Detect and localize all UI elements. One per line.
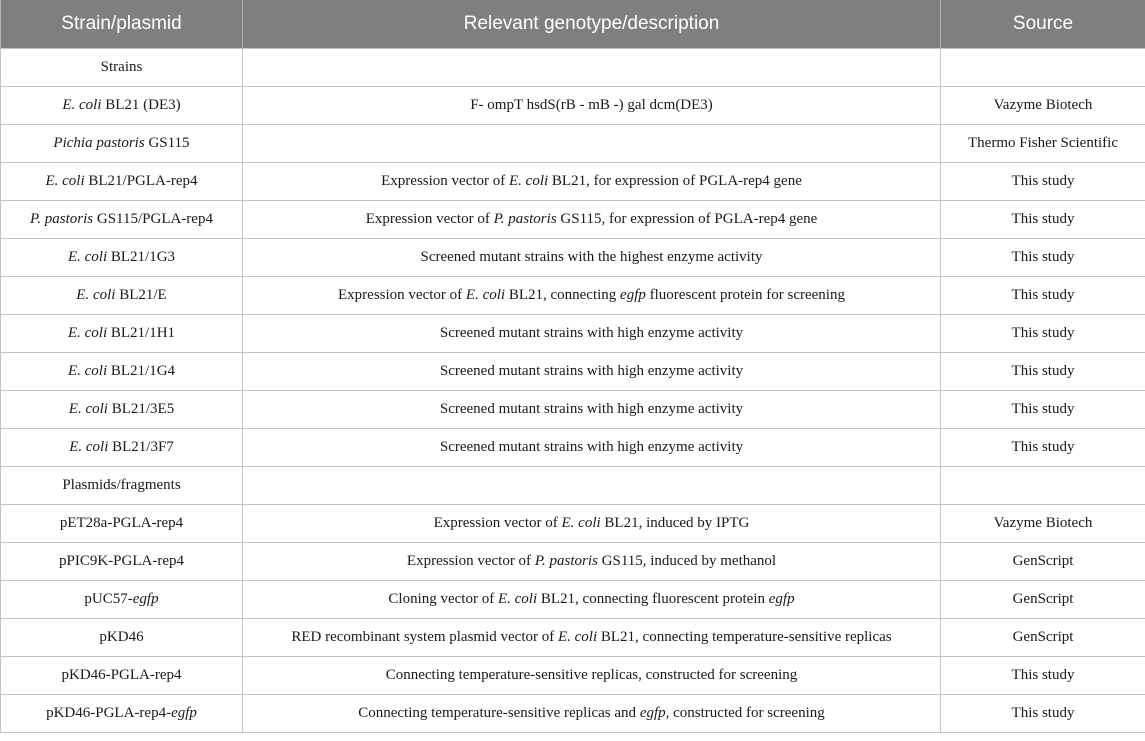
table-row [1, 391, 1145, 429]
header-strain-plasmid: Strain/plasmid [1, 0, 243, 49]
description-cell: Expression vector of E. coli BL21, for expression of PGLA-rep4 gene [243, 163, 941, 201]
strain-cell: Pichia pastoris GS115 [1, 125, 243, 163]
source-cell [941, 467, 1145, 505]
source-cell: GenScript [941, 581, 1145, 619]
description-cell: Expression vector of E. coli BL21, connecting egfp fluorescent protein for screening [243, 277, 941, 315]
description-cell: Connecting temperature-sensitive replicas and egfp, constructed for screening [243, 695, 941, 733]
source-cell: Vazyme Biotech [941, 505, 1145, 543]
table-row [1, 467, 1145, 505]
description-cell: Expression vector of E. coli BL21, induced by IPTG [243, 505, 941, 543]
source-cell: GenScript [941, 543, 1145, 581]
strain-cell: E. coli BL21/1H1 [1, 315, 243, 353]
table-row [1, 619, 1145, 657]
source-cell: This study [941, 315, 1145, 353]
table-row [1, 581, 1145, 619]
strain-cell: E. coli BL21/1G4 [1, 353, 243, 391]
header-row [1, 0, 1145, 49]
header-description: Relevant genotype/description [243, 0, 941, 49]
description-cell: Cloning vector of E. coli BL21, connecting fluorescent protein egfp [243, 581, 941, 619]
strain-cell: E. coli BL21/E [1, 277, 243, 315]
strain-cell: pKD46 [1, 619, 243, 657]
strain-cell: pKD46-PGLA-rep4-egfp [1, 695, 243, 733]
description-cell: Connecting temperature-sensitive replicas, constructed for screening [243, 657, 941, 695]
table-row [1, 695, 1145, 733]
strain-cell: pKD46-PGLA-rep4 [1, 657, 243, 695]
table-row [1, 125, 1145, 163]
table-row [1, 163, 1145, 201]
strain-cell: Strains [1, 49, 243, 87]
table-body [1, 49, 1145, 733]
strain-cell: P. pastoris GS115/PGLA-rep4 [1, 201, 243, 239]
table-row [1, 543, 1145, 581]
source-cell: Thermo Fisher Scientific [941, 125, 1145, 163]
source-cell: Vazyme Biotech [941, 87, 1145, 125]
table-row [1, 277, 1145, 315]
source-cell [941, 49, 1145, 87]
table-row [1, 657, 1145, 695]
strain-cell: E. coli BL21/3E5 [1, 391, 243, 429]
table-row [1, 239, 1145, 277]
source-cell: This study [941, 353, 1145, 391]
description-cell: Screened mutant strains with high enzyme activity [243, 391, 941, 429]
strain-cell: E. coli BL21 (DE3) [1, 87, 243, 125]
table-row [1, 505, 1145, 543]
description-cell: Expression vector of P. pastoris GS115, for expression of PGLA-rep4 gene [243, 201, 941, 239]
description-cell: Screened mutant strains with the highest enzyme activity [243, 239, 941, 277]
table-row [1, 429, 1145, 467]
table-row [1, 315, 1145, 353]
table-row [1, 49, 1145, 87]
description-cell [243, 49, 941, 87]
strain-cell: E. coli BL21/PGLA-rep4 [1, 163, 243, 201]
strain-cell: E. coli BL21/1G3 [1, 239, 243, 277]
description-cell: RED recombinant system plasmid vector of E. coli BL21, connecting temperature-sensitive replicas [243, 619, 941, 657]
description-cell: Screened mutant strains with high enzyme activity [243, 429, 941, 467]
description-cell [243, 467, 941, 505]
strain-cell: pET28a-PGLA-rep4 [1, 505, 243, 543]
table-row [1, 353, 1145, 391]
source-cell: This study [941, 201, 1145, 239]
source-cell: This study [941, 391, 1145, 429]
strain-cell: pUC57-egfp [1, 581, 243, 619]
table-row [1, 87, 1145, 125]
description-cell: Expression vector of P. pastoris GS115, induced by methanol [243, 543, 941, 581]
description-cell [243, 125, 941, 163]
source-cell: This study [941, 657, 1145, 695]
description-cell: Screened mutant strains with high enzyme activity [243, 353, 941, 391]
source-cell: This study [941, 429, 1145, 467]
description-cell: Screened mutant strains with high enzyme activity [243, 315, 941, 353]
source-cell: This study [941, 239, 1145, 277]
header-source: Source [941, 0, 1145, 49]
description-cell: F- ompT hsdS(rB - mB -) gal dcm(DE3) [243, 87, 941, 125]
source-cell: This study [941, 163, 1145, 201]
source-cell: This study [941, 695, 1145, 733]
strain-cell: E. coli BL21/3F7 [1, 429, 243, 467]
source-cell: GenScript [941, 619, 1145, 657]
table-row [1, 201, 1145, 239]
source-cell: This study [941, 277, 1145, 315]
strain-cell: pPIC9K-PGLA-rep4 [1, 543, 243, 581]
strain-cell: Plasmids/fragments [1, 467, 243, 505]
table-header [1, 0, 1145, 49]
